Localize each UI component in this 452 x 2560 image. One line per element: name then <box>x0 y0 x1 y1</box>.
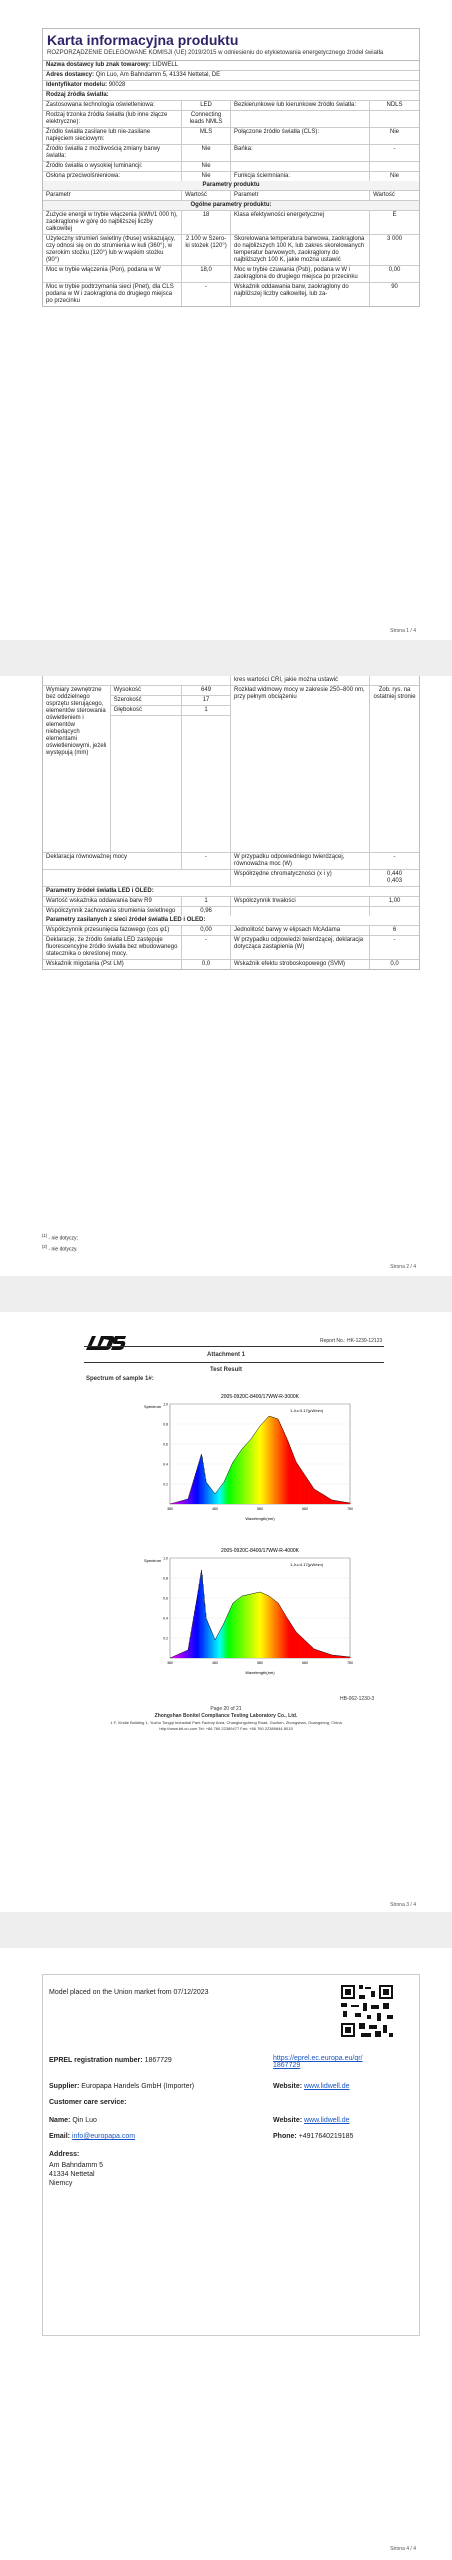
chromaticity-x: 0,440 <box>387 871 403 877</box>
param-label: Źródło światła zasilane lub nie-zasilane napięciem sieciowym: <box>43 128 182 144</box>
address-lines: Am Bahndamm 5 41334 Nettetal Niemcy <box>49 2162 104 2187</box>
x-tick-label: 580 <box>257 1661 263 1665</box>
param-value-right: E <box>392 212 397 218</box>
table-row <box>43 211 419 235</box>
param-label-right: Jednolitość barwy w elipsach McAdama <box>231 926 370 935</box>
table-row <box>43 162 419 172</box>
params-table <box>43 211 419 306</box>
contact-phone: Phone: +4917640219185 <box>273 2133 354 2140</box>
email-link[interactable]: info@europapa.com <box>71 2133 136 2140</box>
product-info-sheet <box>42 28 420 307</box>
page-gap <box>0 640 452 676</box>
qr-code-icon <box>339 1983 395 2039</box>
param-value: 0,0 <box>182 960 231 969</box>
x-tick-label: 480 <box>212 1661 218 1665</box>
y-tick-label: 0.2 <box>163 1482 168 1487</box>
param-value-right: - <box>393 937 396 943</box>
param-value-right: 6 <box>392 927 397 933</box>
page-title: Karta informacyjna produktu <box>47 32 239 48</box>
param-label-right <box>231 111 370 127</box>
param-label: Źródło światła z możliwością zmiany barwy światła: <box>43 145 182 161</box>
param-label: Współczynnik zachowania strumienia świetlnego <box>43 907 182 916</box>
lab-address: 1 F, Xindie Building 1, Yuzhu Tongqi Industrial Park Factory Area, Changlongcheng Road, Guzhen, Zhongshan, Guangdong, China <box>110 1720 342 1725</box>
type-table <box>43 101 419 181</box>
source-type-row <box>43 91 419 101</box>
y-tick-label: 0.6 <box>163 1596 168 1601</box>
y-tick-label: 0.8 <box>163 1576 168 1581</box>
page-number: Strona 3 / 4 <box>390 1902 416 1908</box>
param-label: Wartość wskaźnika oddawania barw R9 <box>43 897 182 906</box>
page-1 <box>0 0 452 640</box>
page-2 <box>0 676 452 1276</box>
x-axis-label: Wavelength(nm) <box>245 1670 275 1675</box>
spectrum-chart-2 <box>140 1544 370 1684</box>
supplier-label: Nazwa dostawcy lub znak towarowy: <box>46 62 151 68</box>
x-axis-label: Wavelength(nm) <box>245 1516 275 1521</box>
table-row <box>43 111 419 128</box>
mains-section-header: Parametry zasilanych z sieci źródeł światła LED i OLED: <box>43 916 419 926</box>
param-label: Źródło światła o wysokiej luminancji: <box>43 162 182 171</box>
table-row <box>43 128 419 145</box>
x-tick-label: 780 <box>347 1661 353 1665</box>
table-row <box>43 926 419 936</box>
table-row <box>43 283 419 306</box>
param-label: Wskaźnik migotania (Pst LM) <box>43 960 182 969</box>
x-tick-label: 380 <box>167 1507 173 1511</box>
website-link[interactable]: www.lidwell.de <box>304 2083 350 2090</box>
dimension-value: 17 <box>182 696 230 706</box>
dimension-name: Głębokość <box>111 706 181 716</box>
param-value: Nie <box>182 162 231 171</box>
website-2: Website: www.lidwell.de <box>273 2117 350 2124</box>
param-value-right: Nie <box>390 129 400 135</box>
param-label-right: Moc w trybie czuwania (Psb), podana w W i zaokrąglona do drugiego miejsca po przecinku <box>231 266 370 282</box>
page-4 <box>0 1948 452 2560</box>
dimensions-label: Wymiary zewnętrzne bez oddzielnego osprzętu sterującego, elementów sterowania oświetleniem i elementów niebędących elementami oświetleniowymi, jeżeli występują (mm) <box>43 686 111 852</box>
contact-email: Email: info@europapa.com <box>49 2133 136 2140</box>
param-value-right: - <box>393 146 396 152</box>
footnote-1: $^{(1)}$ - nie dotyczy; <box>42 1233 78 1242</box>
chart-legend: 1.Ju=4.17(μW/nm) <box>290 1562 324 1567</box>
equivalent-power-label: Deklaracja równoważnej mocy <box>43 853 182 869</box>
y-axis-label: Spectrum <box>144 1558 162 1563</box>
param-label: Zastosowana technologia oświetleniowa: <box>43 101 182 110</box>
page-number: Strona 2 / 4 <box>390 1264 416 1270</box>
x-tick-label: 380 <box>167 1661 173 1665</box>
test-result-title: Test Result <box>210 1367 242 1373</box>
table-row <box>43 235 419 266</box>
dimension-name: Wysokość <box>111 686 181 696</box>
param-value: Nie <box>182 145 231 161</box>
equivalent-power-right-value: - <box>393 854 396 860</box>
spectrum-value: Zob. rys. na ostatniej stronie <box>373 687 416 700</box>
param-value: - <box>182 936 231 959</box>
website: Website: www.lidwell.de <box>273 2083 350 2090</box>
param-label: Moc w trybie podtrzymania sieci (Pnet), dla CLS podana w W i zaokrąglona do drugiego miejsca po przecinku <box>43 283 182 306</box>
param-label: Deklaracje, że źródło światła LED zastępuje fluorescencyjne źródło światła bez wbudowanego statecznika o określonej mocy. <box>43 936 182 959</box>
dimension-value: 649 <box>182 686 230 696</box>
chromaticity-y: 0,403 <box>387 878 403 884</box>
lab-contact: http://www.btl-cn.com Tel: +86 760 22389477 Fax: +86 760 22389844 8015 <box>159 1726 293 1731</box>
param-label-right: Skorelowana temperatura barwowa, zaokrąglona do najbliższych 100 K, lub zakres skorelowanych temperatur barwowych, zaokrąglony do najbliższych 100 K, jakie można ustawić <box>231 235 370 265</box>
param-value: 0,00 <box>182 926 231 935</box>
params-col-header: Parametr Wartość Parametr Wartość <box>43 191 419 201</box>
param-value-right: 0,0 <box>390 961 399 967</box>
supplier: Supplier: Europapa Handels GmbH (Importer) <box>49 2083 195 2090</box>
footnote-2: $^{(2)}$ - nie dotyczy. <box>42 1243 78 1253</box>
param-label-right: Bańka: <box>231 145 370 161</box>
eprel-reg: EPREL registration number: 1867729 <box>49 2057 172 2064</box>
param-label-right <box>231 162 370 171</box>
param-value-right <box>370 907 419 916</box>
eprel-box <box>42 1974 420 2336</box>
param-value: Nie <box>182 172 231 181</box>
spectrum-heading: Spectrum of sample 1#: <box>86 1376 154 1382</box>
param-label: Zużycie energii w trybie włączenia (kWh/1 000 h), zaokrąglone w górę do najbliższej liczby całkowitej <box>43 211 182 234</box>
param-value: 1 <box>182 897 231 906</box>
lab-company: Zhongshan Bonitel Compliance Testing Laboratory Co., Ltd. <box>154 1713 298 1719</box>
param-value: LED <box>182 101 231 110</box>
customer-care-label: Customer care service: <box>49 2099 127 2106</box>
regulation-text: ROZPORZĄDZENIE DELEGOWANE KOMISJI (UE) 2019/2015 w odniesieniu do etykietowania energetycznego źródeł światła <box>43 48 419 61</box>
eprel-link[interactable]: https://eprel.ec.europa.eu/qr/1867729 <box>273 2055 363 2069</box>
param-label-right: Klasa efektywności energetycznej <box>231 211 370 234</box>
x-tick-label: 480 <box>212 1507 218 1511</box>
equivalent-power-value: - <box>182 853 231 869</box>
param-label-right <box>231 907 370 916</box>
table-row <box>43 101 419 111</box>
y-tick-label: 1.0 <box>163 1556 168 1561</box>
y-tick-label: 0.4 <box>163 1462 168 1467</box>
param-value-right: 1,00 <box>388 898 401 904</box>
param-label-right: Wskaźnik efektu stroboskopowego (SVM) <box>231 960 370 969</box>
model-value: 90028 <box>108 82 126 88</box>
param-label: Osłona przeciwolśnieniowa: <box>43 172 182 181</box>
page-gap <box>0 1912 452 1948</box>
model-row <box>43 81 419 91</box>
source-type-label: Rodzaj źródła światła: <box>46 92 109 98</box>
param-label-right: Współczynnik trwałości <box>231 897 370 906</box>
param-value: 0,96 <box>182 907 231 916</box>
x-tick-label: 680 <box>302 1661 308 1665</box>
address-label: Adres dostawcy: <box>46 72 95 78</box>
param-value-right: NDLS <box>386 102 403 108</box>
lab-logo-mark <box>84 1332 128 1354</box>
x-tick-label: 580 <box>257 1507 263 1511</box>
supplier-value: LIDWELL <box>152 62 179 68</box>
table-row <box>43 960 419 969</box>
page-3 <box>0 1312 452 1912</box>
dimension-name: Szerokość <box>111 696 181 706</box>
table-row <box>43 172 419 181</box>
table-row <box>43 907 419 916</box>
market-date: Model placed on the Union market from 07/12/2023 <box>49 1989 209 1996</box>
param-value-right: Nie <box>390 173 400 179</box>
y-tick-label: 0.6 <box>163 1442 168 1447</box>
header-rule <box>84 1346 384 1347</box>
general-params-header: Ogólne parametry produktu: <box>43 201 419 211</box>
param-value: MLS <box>182 128 231 144</box>
page-number: Strona 4 / 4 <box>390 2546 416 2552</box>
equivalent-power-right: W przypadku odpowiedniego twierdzącej, równoważna moc (W) <box>231 853 370 869</box>
table-row <box>43 936 419 960</box>
dimension-value: 1 <box>182 706 230 716</box>
table-row <box>43 266 419 283</box>
page-number: Strona 1 / 4 <box>390 628 416 634</box>
param-label: Użyteczny strumień świetlny (Φuse) wskazujący, czy odnosi się on do strumienia w kuli (360°), w szerokim stożku (120°) lub w wąskim stożku (90°) <box>43 235 182 265</box>
param-value: 2 100 w Szero-ki stożek (120°) <box>182 235 231 265</box>
report-code: HB-062-1230-3 <box>340 1696 375 1702</box>
param-value-right <box>370 111 419 127</box>
attachment-title: Attachment 1 <box>206 1352 245 1358</box>
y-tick-label: 1.0 <box>163 1402 168 1407</box>
chromaticity-row <box>43 870 419 887</box>
supplier-row <box>43 61 419 71</box>
model-label: Identyfikator modelu: <box>46 82 108 88</box>
x-tick-label: 680 <box>302 1507 308 1511</box>
cri-continued: kres wartości CRI, jakie można ustawić <box>231 676 370 685</box>
page-of: Page 20 of 21 <box>210 1706 242 1712</box>
param-label-right: Funkcja ściemniania: <box>231 172 370 181</box>
page-gap <box>0 1276 452 1312</box>
led-section-header: Parametry źródeł światła LED i OLED: <box>43 887 419 897</box>
address-value: Qin Luo, Am Bahndamm 5, 41334 Nettetal, DE <box>95 72 221 78</box>
param-value: - <box>182 283 231 306</box>
product-info-sheet-continued <box>42 676 420 970</box>
param-label: Współczynnik przesunięcia fazowego (cos φ1) <box>43 926 182 935</box>
params-section-header: Parametry produktu <box>43 181 419 191</box>
report-number: Report No.: HK-1230-12123 <box>320 1338 383 1344</box>
param-value: 18 <box>182 211 231 234</box>
param-value: 18,0 <box>182 266 231 282</box>
y-tick-label: 0.4 <box>163 1616 168 1621</box>
spectrum-label: Rozkład widmowy mocy w zakresie 250–800 nm, przy pełnym obciążeniu <box>231 686 370 852</box>
dimensions-row <box>43 686 419 853</box>
website-link-2[interactable]: www.lidwell.de <box>304 2117 350 2124</box>
chart-title: 2005-0920C-8400/17WW-R-3000K <box>220 1394 300 1400</box>
chart-title: 2005-0920C-8400/17WW-R-4000K <box>220 1548 300 1554</box>
mains-table <box>43 926 419 969</box>
param-label-right: Połączone źródło światła (CLS): <box>231 128 370 144</box>
y-tick-label: 0.2 <box>163 1636 168 1641</box>
y-axis-label: Spectrum <box>144 1404 162 1409</box>
y-tick-label: 0.8 <box>163 1422 168 1427</box>
param-value-right: 3 000 <box>387 236 403 242</box>
param-value-right: 0,00 <box>388 267 401 273</box>
param-value: Connecting leads NMLS <box>182 111 231 127</box>
param-label: Moc w trybie włączenia (Pon), podana w W <box>43 266 182 282</box>
param-value-right <box>370 162 419 171</box>
footnotes <box>42 1232 78 1253</box>
param-label-right: Bezkierunkowe lub kierunkowe źródło światła: <box>231 101 370 110</box>
contact-name: Name: Qin Luo <box>49 2117 97 2124</box>
spectrum-chart-1 <box>140 1390 370 1530</box>
chart-legend: 1.Ju=3.17(μW/nm) <box>290 1408 324 1413</box>
param-label-right: W przypadku odpowiedzi twierdzącej, deklaracja dotycząca zastąpienia (W) <box>231 936 370 959</box>
param-value-right: 90 <box>391 284 398 290</box>
chromaticity-label: Współrzędne chromatyczności (x i y) <box>231 870 370 886</box>
address-row <box>43 71 419 81</box>
param-label-right: Wskaźnik oddawania barw, zaokrąglony do najbliższej liczby całkowitej, lub za- <box>231 283 370 306</box>
table-row <box>43 145 419 162</box>
equivalent-power-row <box>43 853 419 870</box>
led-table <box>43 897 419 916</box>
param-label: Rodzaj trzonka źródła światła (lub inne złącze elektryczne): <box>43 111 182 127</box>
address-label: Address: <box>49 2151 80 2158</box>
table-row <box>43 897 419 907</box>
x-tick-label: 780 <box>347 1507 353 1511</box>
